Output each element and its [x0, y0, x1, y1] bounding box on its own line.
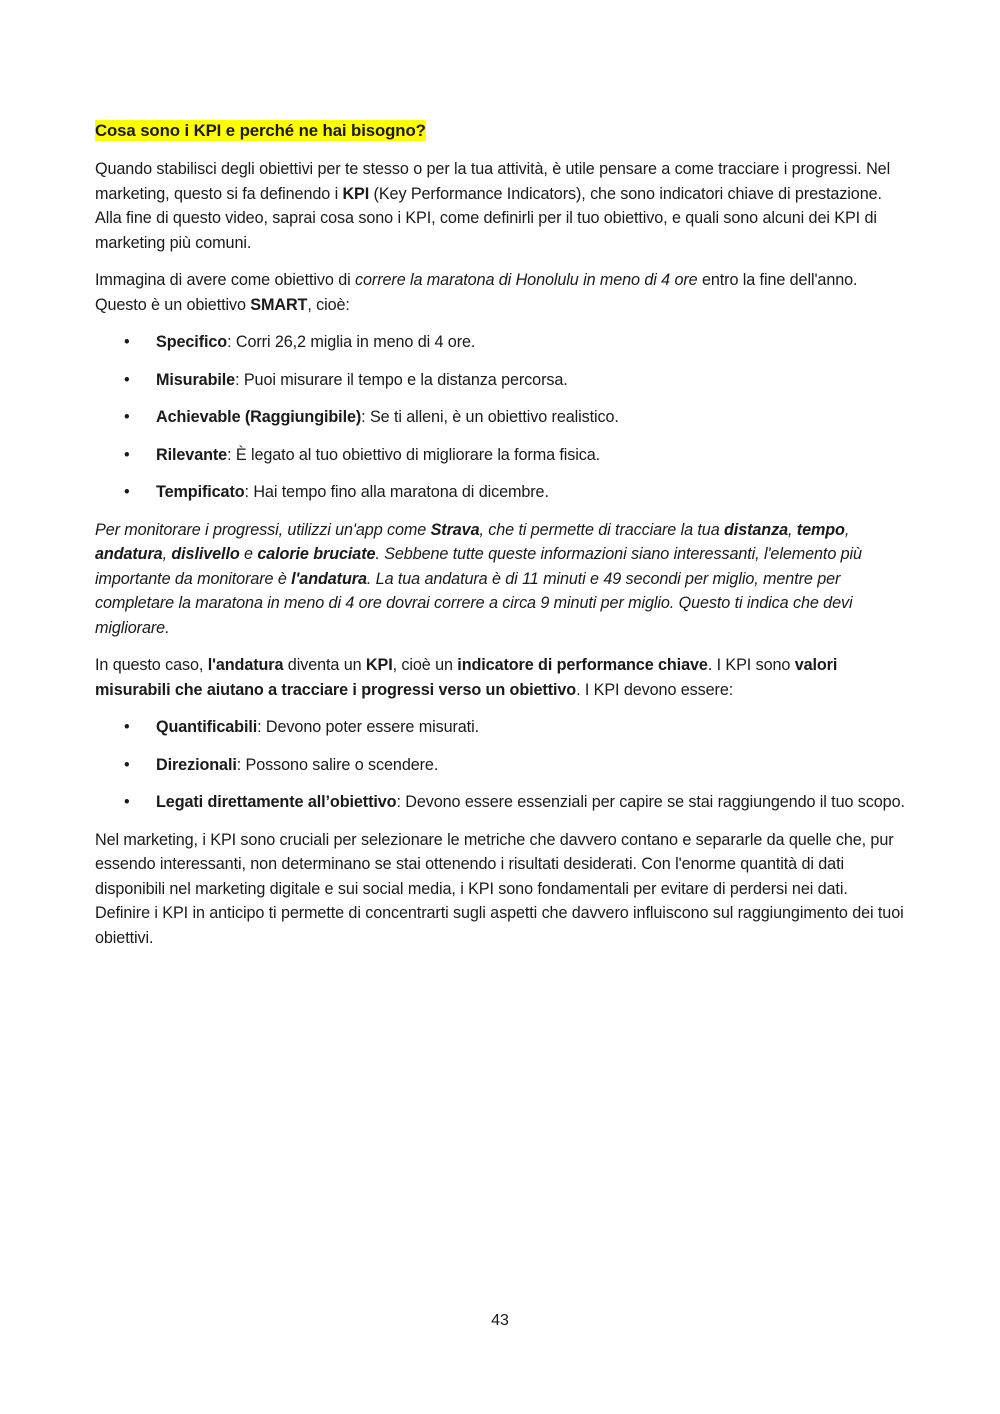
list-item: • Direzionali: Possono salire o scendere.: [95, 753, 905, 778]
document-page: [95, 118, 905, 963]
highlighted-title: Cosa sono i KPI e perché ne hai bisogno?: [95, 121, 426, 140]
list-item: • Achievable (Raggiungibile): Se ti alleni, è un obiettivo realistico.: [95, 405, 905, 430]
list-item: • Misurabile: Puoi misurare il tempo e la distanza percorsa.: [95, 368, 905, 393]
conclusion-paragraph: Nel marketing, i KPI sono cruciali per selezionare le metriche che davvero contano e separarle da quelle che, pur essendo interessanti, non determinano se stai ottenendo i risultati desiderati. Con l'enorme quantità di dati disponibili nel marketing digitale e sui social media, i KPI sono fondamentali per evitare di perdersi nei dati. Definire i KPI in anticipo ti permette di concentrarti sugli aspetti che davvero influiscono sul raggiungimento dei tuoi obiettivi.: [95, 830, 904, 947]
list-item: • Legati direttamente all’obiettivo: Devono essere essenziali per capire se stai raggiungendo il tuo scopo.: [95, 790, 905, 815]
list-item: • Quantificabili: Devono poter essere misurati.: [95, 715, 905, 740]
example-paragraph: Immagina di avere come obiettivo di correre la maratona di Honolulu in meno di 4 ore entro la fine dell'anno. Questo è un obiettivo SMART, cioè:: [95, 271, 858, 314]
smart-list: [95, 330, 905, 505]
kpi-definition-paragraph: In questo caso, l'andatura diventa un KPI, cioè un indicatore di performance chiave. I KPI sono valori misurabili che aiutano a tracciare i progressi verso un obiettivo. I KPI devono essere:: [95, 656, 838, 699]
list-item: • Rilevante: È legato al tuo obiettivo di migliorare la forma fisica.: [95, 443, 905, 468]
section-heading: [95, 118, 905, 144]
strava-paragraph: Per monitorare i progressi, utilizzi un'app come Strava, che ti permette di tracciare la tua distanza, tempo, andatura, dislivello e calorie bruciate. Sebbene tutte queste informazioni siano interessanti, l'elemento più importante da monitorare è l'andatura. La tua andatura è di 11 minuti e 49 secondi per miglio, mentre per completare la maratona in meno di 4 ore dovrai correre a circa 9 minuti per miglio. Questo ti indica che devi migliorare.: [95, 520, 862, 637]
intro-paragraph: Quando stabilisci degli obiettivi per te stesso o per la tua attività, è utile pensare a come tracciare i progressi. Nel marketing, questo si fa definendo i KPI (Key Performance Indicators), che sono indicatori chiave di prestazione. Alla fine di questo video, saprai cosa sono i KPI, come definirli per il tuo obiettivo, e quali sono alcuni dei KPI di marketing più comuni.: [95, 160, 891, 252]
page-number: 43: [491, 1312, 509, 1329]
kpi-criteria-list: [95, 715, 905, 815]
list-item: • Specifico: Corri 26,2 miglia in meno di 4 ore.: [95, 330, 905, 355]
list-item: • Tempificato: Hai tempo fino alla maratona di dicembre.: [95, 480, 905, 505]
